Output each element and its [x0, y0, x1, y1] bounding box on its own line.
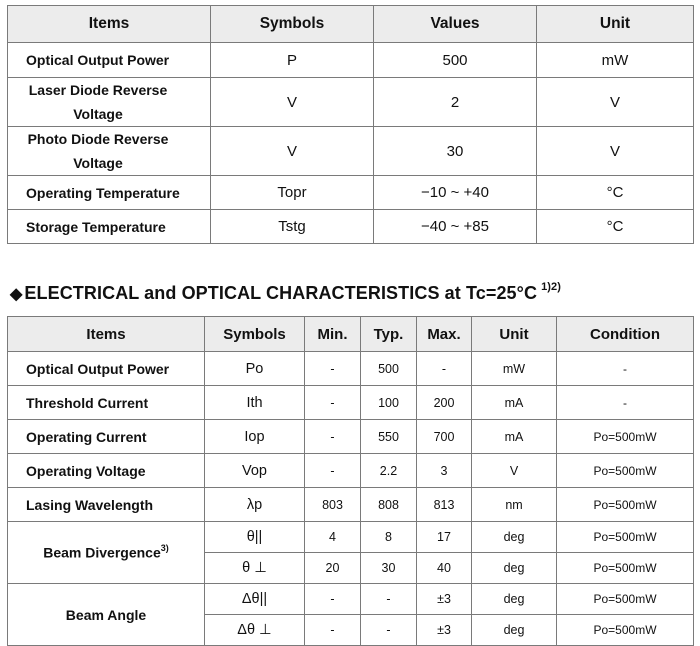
table-row: [8, 420, 694, 454]
value-cell: 2: [374, 78, 537, 127]
min-cell: -: [305, 615, 361, 646]
typ-cell: 2.2: [361, 454, 417, 488]
symbol-cell: P: [211, 43, 374, 78]
unit-cell: mA: [472, 386, 557, 420]
max-cell: -: [417, 352, 472, 386]
typ-cell: 100: [361, 386, 417, 420]
item-label: Storage Temperature: [8, 210, 211, 244]
value-cell: −10 ~ +40: [374, 176, 537, 210]
min-cell: 20: [305, 553, 361, 584]
symbol-cell: Δθ ⊥: [205, 615, 305, 646]
table-row: [8, 584, 694, 615]
item-label-line: Voltage: [73, 106, 123, 122]
unit-cell: °C: [537, 210, 694, 244]
symbol-cell: Tstg: [211, 210, 374, 244]
max-cell: ±3: [417, 615, 472, 646]
table-row: [8, 210, 694, 244]
column-header-max: Max.: [417, 317, 472, 352]
min-cell: 803: [305, 488, 361, 522]
max-cell: 813: [417, 488, 472, 522]
table-row: [8, 454, 694, 488]
min-cell: -: [305, 454, 361, 488]
condition-cell: Po=500mW: [557, 553, 694, 584]
item-label-line: Photo Diode Reverse: [27, 131, 169, 147]
section-heading-text: ELECTRICAL and OPTICAL CHARACTERISTICS at Tc=25°C: [24, 283, 538, 303]
condition-cell: Po=500mW: [557, 615, 694, 646]
footnote-ref: 1)2): [541, 281, 562, 293]
item-label: Operating Current: [8, 420, 205, 454]
table-row: [8, 522, 694, 553]
item-label: [8, 127, 211, 176]
column-header-symbols: Symbols: [211, 6, 374, 43]
column-header-unit: Unit: [537, 6, 694, 43]
unit-cell: mW: [472, 352, 557, 386]
value-cell: −40 ~ +85: [374, 210, 537, 244]
symbol-cell: V: [211, 127, 374, 176]
max-cell: 3: [417, 454, 472, 488]
max-cell: 200: [417, 386, 472, 420]
table-row: [8, 78, 694, 127]
item-label: [8, 78, 211, 127]
column-header-condition: Condition: [557, 317, 694, 352]
table-row: [8, 176, 694, 210]
item-label: Optical Output Power: [8, 43, 211, 78]
item-label: Lasing Wavelength: [8, 488, 205, 522]
value-cell: 500: [374, 43, 537, 78]
item-label: Optical Output Power: [8, 352, 205, 386]
diamond-bullet-icon: ◆: [10, 286, 23, 303]
column-header-items: Items: [8, 6, 211, 43]
table-row: [8, 127, 694, 176]
table-header-row: [8, 317, 694, 352]
section-heading: [10, 283, 561, 304]
table-row: [8, 488, 694, 522]
typ-cell: 808: [361, 488, 417, 522]
typ-cell: -: [361, 584, 417, 615]
characteristics-table: [7, 316, 694, 646]
condition-cell: Po=500mW: [557, 522, 694, 553]
symbol-cell: V: [211, 78, 374, 127]
min-cell: -: [305, 584, 361, 615]
typ-cell: 500: [361, 352, 417, 386]
column-header-values: Values: [374, 6, 537, 43]
column-header-unit: Unit: [472, 317, 557, 352]
item-label: Operating Temperature: [8, 176, 211, 210]
symbol-cell: λp: [205, 488, 305, 522]
item-label-line: Laser Diode Reverse: [28, 82, 168, 98]
table-row: [8, 352, 694, 386]
condition-cell: Po=500mW: [557, 584, 694, 615]
condition-cell: -: [557, 386, 694, 420]
symbol-cell: Iop: [205, 420, 305, 454]
typ-cell: 550: [361, 420, 417, 454]
value-cell: 30: [374, 127, 537, 176]
symbol-cell: θ||: [205, 522, 305, 553]
item-label: Operating Voltage: [8, 454, 205, 488]
max-cell: 700: [417, 420, 472, 454]
column-header-symbols: Symbols: [205, 317, 305, 352]
min-cell: -: [305, 386, 361, 420]
typ-cell: -: [361, 615, 417, 646]
max-cell: ±3: [417, 584, 472, 615]
unit-cell: deg: [472, 553, 557, 584]
max-cell: 40: [417, 553, 472, 584]
table-row: [8, 386, 694, 420]
item-label-text: Beam Divergence: [43, 544, 161, 561]
typ-cell: 30: [361, 553, 417, 584]
table-row: [8, 43, 694, 78]
item-label-beam-divergence: [8, 522, 205, 584]
column-header-min: Min.: [305, 317, 361, 352]
unit-cell: mW: [537, 43, 694, 78]
condition-cell: Po=500mW: [557, 488, 694, 522]
item-label-beam-angle: Beam Angle: [8, 584, 205, 646]
max-cell: 17: [417, 522, 472, 553]
condition-cell: Po=500mW: [557, 420, 694, 454]
unit-cell: deg: [472, 615, 557, 646]
unit-cell: nm: [472, 488, 557, 522]
absolute-ratings-table: [7, 5, 694, 244]
footnote-ref: 3): [160, 543, 169, 554]
typ-cell: 8: [361, 522, 417, 553]
symbol-cell: θ ⊥: [205, 553, 305, 584]
unit-cell: mA: [472, 420, 557, 454]
table-header-row: [8, 6, 694, 43]
symbol-cell: Po: [205, 352, 305, 386]
unit-cell: V: [537, 78, 694, 127]
item-label-line: Voltage: [73, 155, 123, 171]
symbol-cell: Topr: [211, 176, 374, 210]
symbol-cell: Δθ||: [205, 584, 305, 615]
symbol-cell: Vop: [205, 454, 305, 488]
min-cell: -: [305, 420, 361, 454]
condition-cell: Po=500mW: [557, 454, 694, 488]
column-header-items: Items: [8, 317, 205, 352]
symbol-cell: Ith: [205, 386, 305, 420]
condition-cell: -: [557, 352, 694, 386]
min-cell: 4: [305, 522, 361, 553]
column-header-typ: Typ.: [361, 317, 417, 352]
unit-cell: °C: [537, 176, 694, 210]
item-label: Threshold Current: [8, 386, 205, 420]
unit-cell: V: [472, 454, 557, 488]
unit-cell: deg: [472, 522, 557, 553]
min-cell: -: [305, 352, 361, 386]
unit-cell: deg: [472, 584, 557, 615]
unit-cell: V: [537, 127, 694, 176]
